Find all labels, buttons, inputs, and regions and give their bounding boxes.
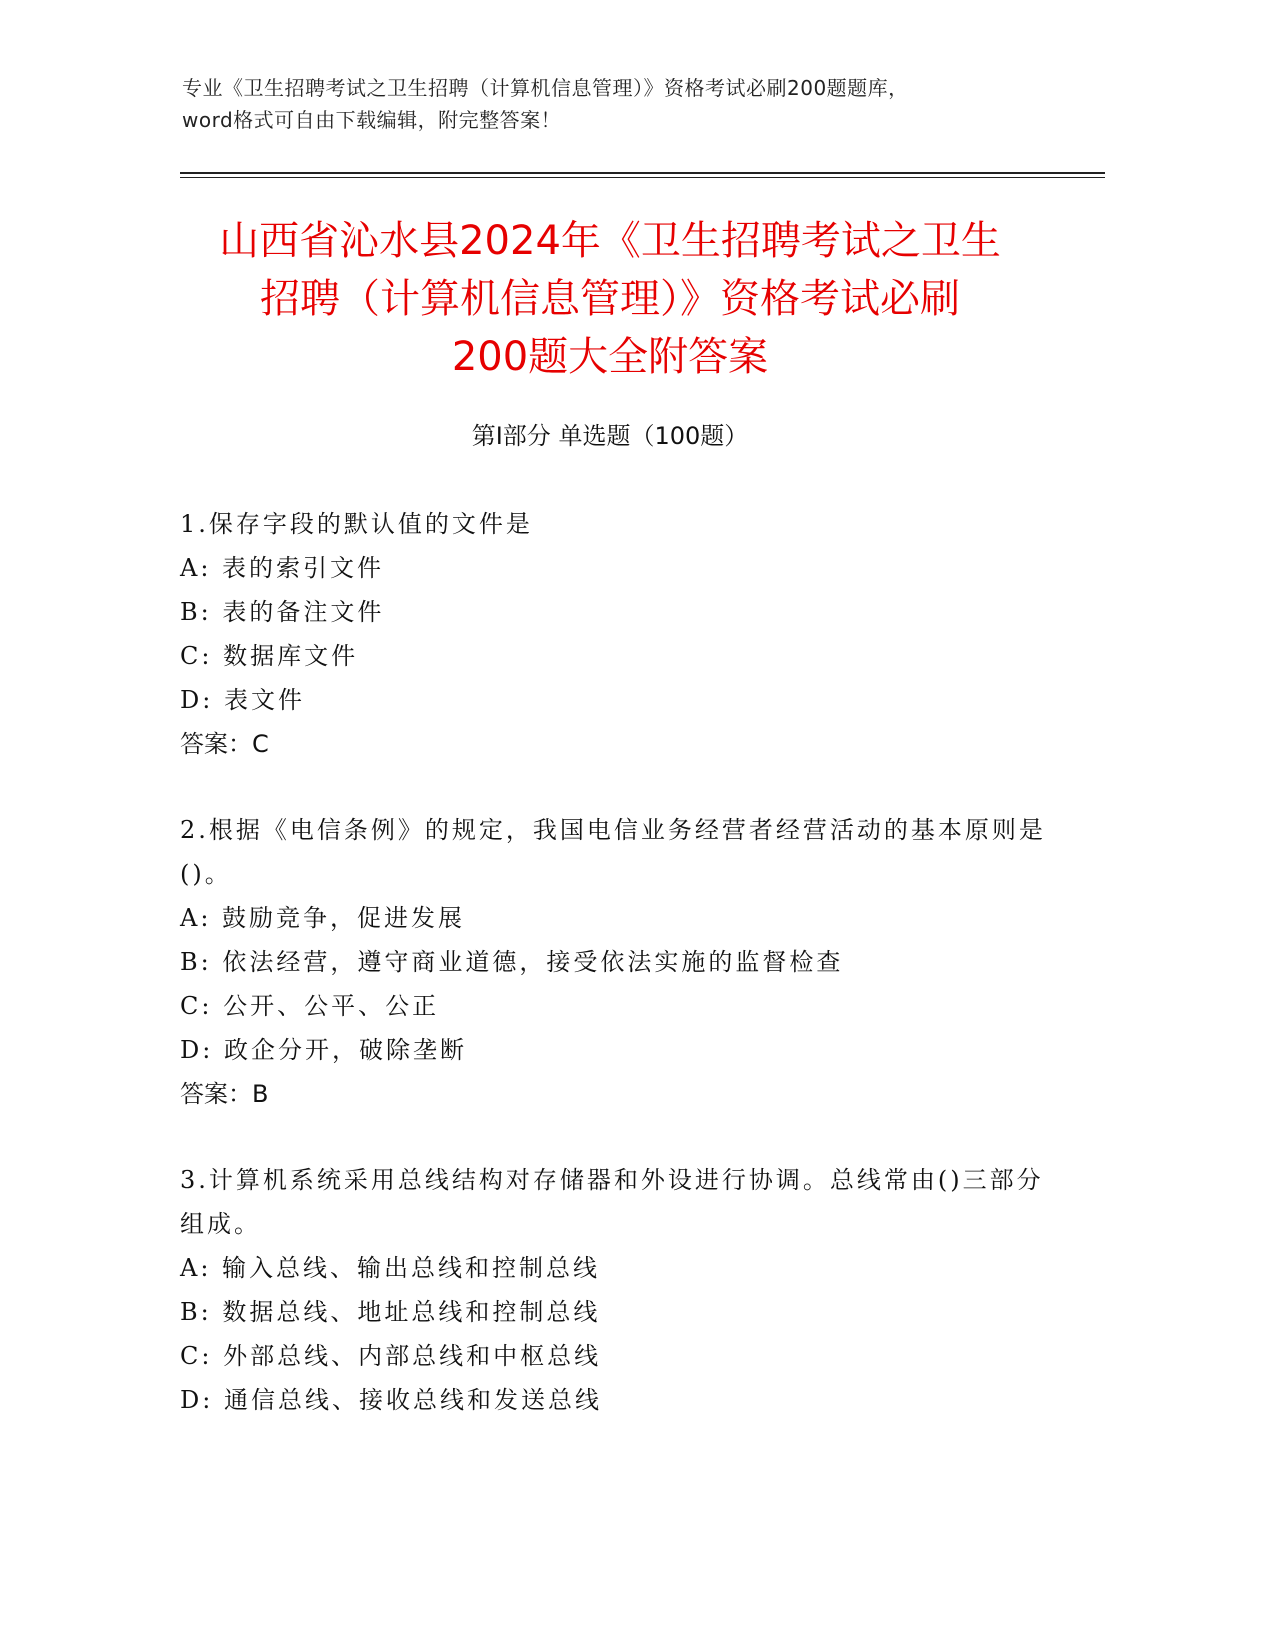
question-item <box>180 808 1050 1116</box>
question-stem: 1.保存字段的默认值的文件是 <box>180 510 533 538</box>
option-b: B: 表的备注文件 <box>180 598 385 626</box>
section-heading: 第I部分 单选题（100题） <box>471 422 749 450</box>
header-note-line-2: word格式可自由下载编辑，附完整答案！ <box>182 108 562 132</box>
option-b: B: 依法经营，遵守商业道德，接受依法实施的监督检查 <box>180 948 844 976</box>
header-divider-thick <box>180 172 1105 174</box>
question-list <box>180 502 1050 1464</box>
option-d: D: 通信总线、接收总线和发送总线 <box>180 1386 602 1414</box>
question-item <box>180 502 1050 766</box>
option-c: C: 外部总线、内部总线和中枢总线 <box>180 1342 602 1370</box>
option-b: B: 数据总线、地址总线和控制总线 <box>180 1298 601 1326</box>
option-c: C: 数据库文件 <box>180 642 359 670</box>
option-a: A: 表的索引文件 <box>180 554 385 582</box>
option-a: A: 输入总线、输出总线和控制总线 <box>180 1254 601 1282</box>
question-answer: 答案：C <box>180 730 269 758</box>
question-stem: 2.根据《电信条例》的规定，我国电信业务经营者经营活动的基本原则是()。 <box>180 816 1046 888</box>
option-d: D: 政企分开，破除垄断 <box>180 1036 467 1064</box>
document-title-line-3: 200题大全附答案 <box>451 334 769 380</box>
header-note-line-1: 专业《卫生招聘考试之卫生招聘（计算机信息管理）》资格考试必刷200题题库， <box>182 76 909 100</box>
header-note <box>182 72 1082 136</box>
option-c: C: 公开、公平、公正 <box>180 992 440 1020</box>
question-item <box>180 1158 1050 1422</box>
document-title-line-1: 山西省沁水县2024年《卫生招聘考试之卫生 <box>219 218 1001 264</box>
option-d: D: 表文件 <box>180 686 305 714</box>
header-divider-thin <box>180 177 1105 178</box>
option-a: A: 鼓励竞争，促进发展 <box>180 904 466 932</box>
question-answer: 答案：B <box>180 1080 269 1108</box>
question-stem: 3.计算机系统采用总线结构对存储器和外设进行协调。总线常由()三部分组成。 <box>180 1166 1044 1238</box>
document-title <box>150 212 1070 386</box>
document-title-line-2: 招聘（计算机信息管理）》资格考试必刷 <box>260 276 960 322</box>
